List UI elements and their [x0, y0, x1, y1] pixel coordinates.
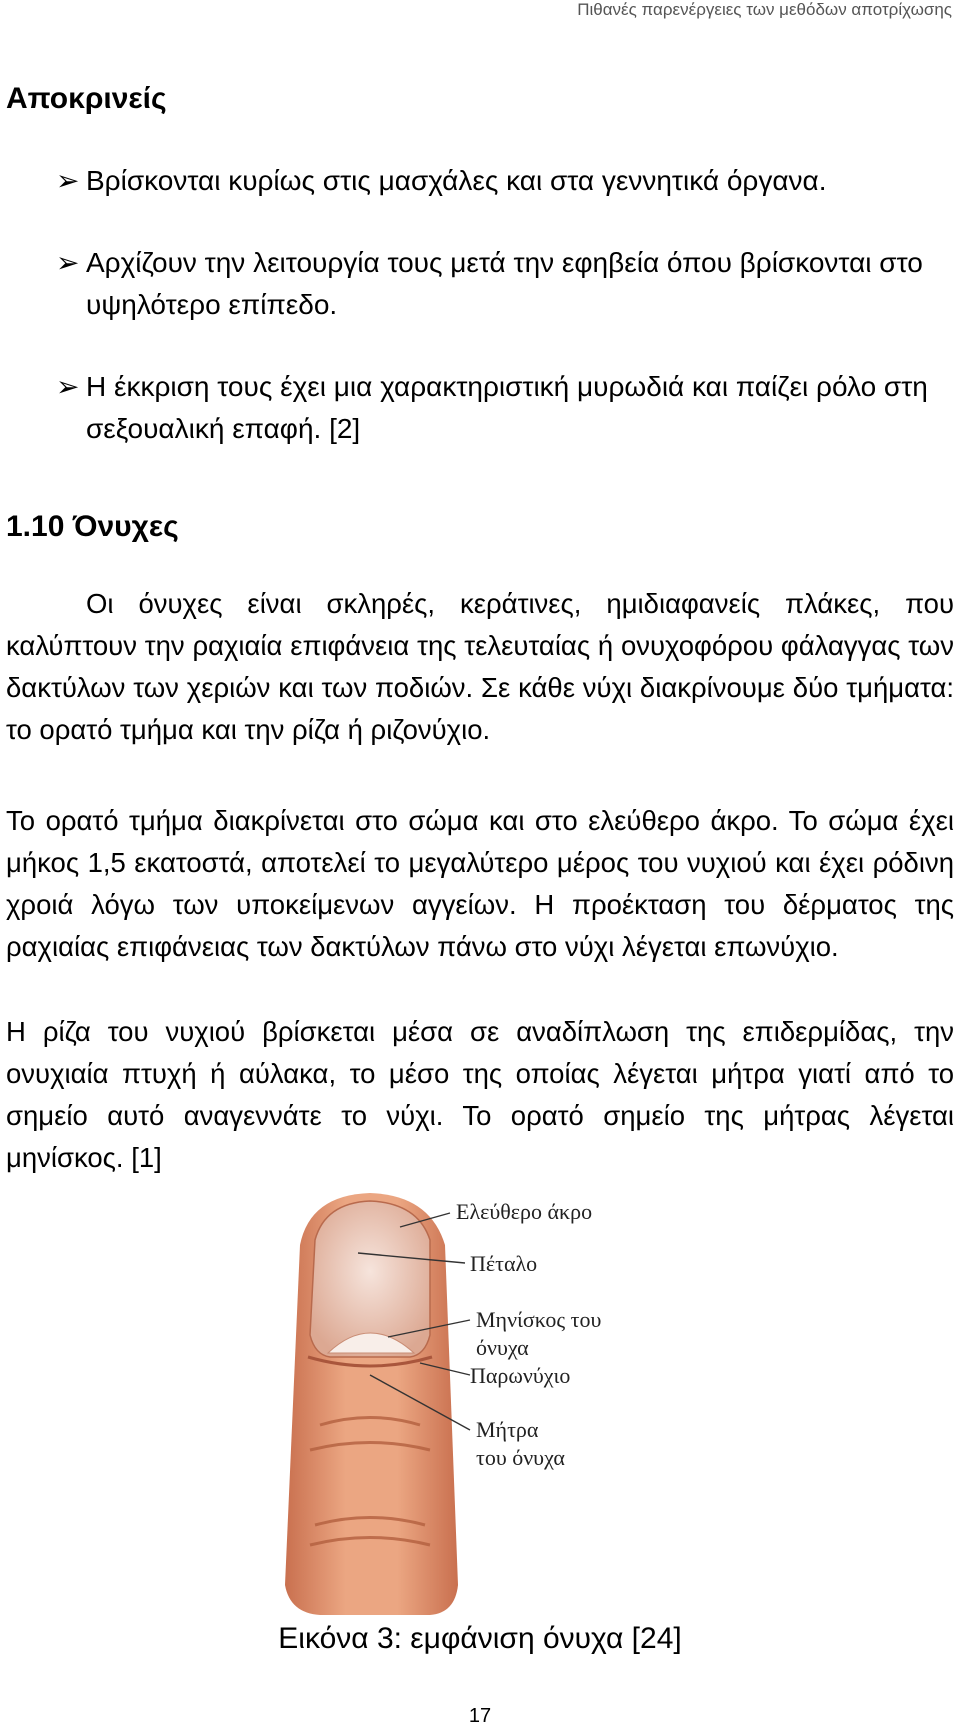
label-nail-plate: Πέταλο	[470, 1251, 538, 1276]
body-paragraph: Το ορατό τμήμα διακρίνεται στο σώμα και στο ελεύθερο άκρο. Το σώμα έχει μήκος 1,5 εκατοστά, αποτελεί το μεγαλύτερο μέρος του νυχιού και έχει ρόδινη χροιά λόγω των υποκείμενων αγγείων. Η προέκταση του δέρματος της ραχιαίας επιφάνειας των δακτύλων πάνω στο νύχι λέγεται επωνύχιο.	[6, 805, 954, 962]
figure-caption: Εικόνα 3: εμφάνιση όνυχα [24]	[278, 1622, 682, 1655]
running-header: Πιθανές παρενέργειες των μεθόδων αποτρίχωσης	[577, 0, 952, 19]
bullet-item	[56, 160, 956, 202]
label-free-edge: Ελεύθερο άκρο	[456, 1199, 593, 1224]
bullet-text: Αρχίζουν την λειτουργία τους μετά την εφηβεία όπου βρίσκονται στο υψηλότερο επίπεδο.	[86, 247, 923, 320]
label-lunula-2: όνυχα	[476, 1335, 529, 1360]
bullet-item	[56, 366, 956, 450]
bullet-item	[56, 242, 956, 326]
arrow-bullet-icon: ➢	[56, 165, 80, 196]
page-number: 17	[468, 1705, 492, 1727]
body-paragraph: Οι όνυχες είναι σκληρές, κεράτινες, ημιδιαφανείς πλάκες, που καλύπτουν την ραχιαία επιφάνεια της τελευταίας ή ονυχοφόρου φάλαγγας των δακτύλων των χεριών και των ποδιών. Σε κάθε νύχι διακρίνουμε δύο τμήματα: το ορατό τμήμα και την ρίζα ή ριζονύχιο.	[6, 588, 954, 745]
apocrine-bullet-list	[56, 160, 956, 490]
section-heading-nails: 1.10 Όνυχες	[6, 510, 179, 543]
label-matrix-2: του όνυχα	[476, 1445, 565, 1470]
bullet-text: Η έκκριση τους έχει μια χαρακτηριστική μυρωδιά και παίζει ρόλο στη σεξουαλική επαφή. [2]	[86, 371, 928, 444]
section-heading-apocrine: Αποκρινείς	[6, 82, 167, 115]
bullet-text: Βρίσκονται κυρίως στις μασχάλες και στα γεννητικά όργανα.	[86, 165, 827, 196]
body-paragraph: Η ρίζα του νυχιού βρίσκεται μέσα σε αναδίπλωση της επιδερμίδας, την ονυχιαία πτυχή ή αύλακα, το μέσο της οποίας λέγεται μήτρα γιατί από το σημείο αυτό αναγεννάτε το νύχι. Το ορατό σημείο της μήτρας λέγεται μηνίσκος. [1]	[6, 1016, 954, 1173]
nail-anatomy-figure	[270, 1185, 700, 1615]
arrow-bullet-icon: ➢	[56, 371, 80, 402]
label-lunula: Μηνίσκος του	[476, 1307, 602, 1332]
label-paronychium: Παρωνύχιο	[470, 1363, 571, 1388]
arrow-bullet-icon: ➢	[56, 247, 80, 278]
label-matrix: Μήτρα	[476, 1417, 539, 1442]
